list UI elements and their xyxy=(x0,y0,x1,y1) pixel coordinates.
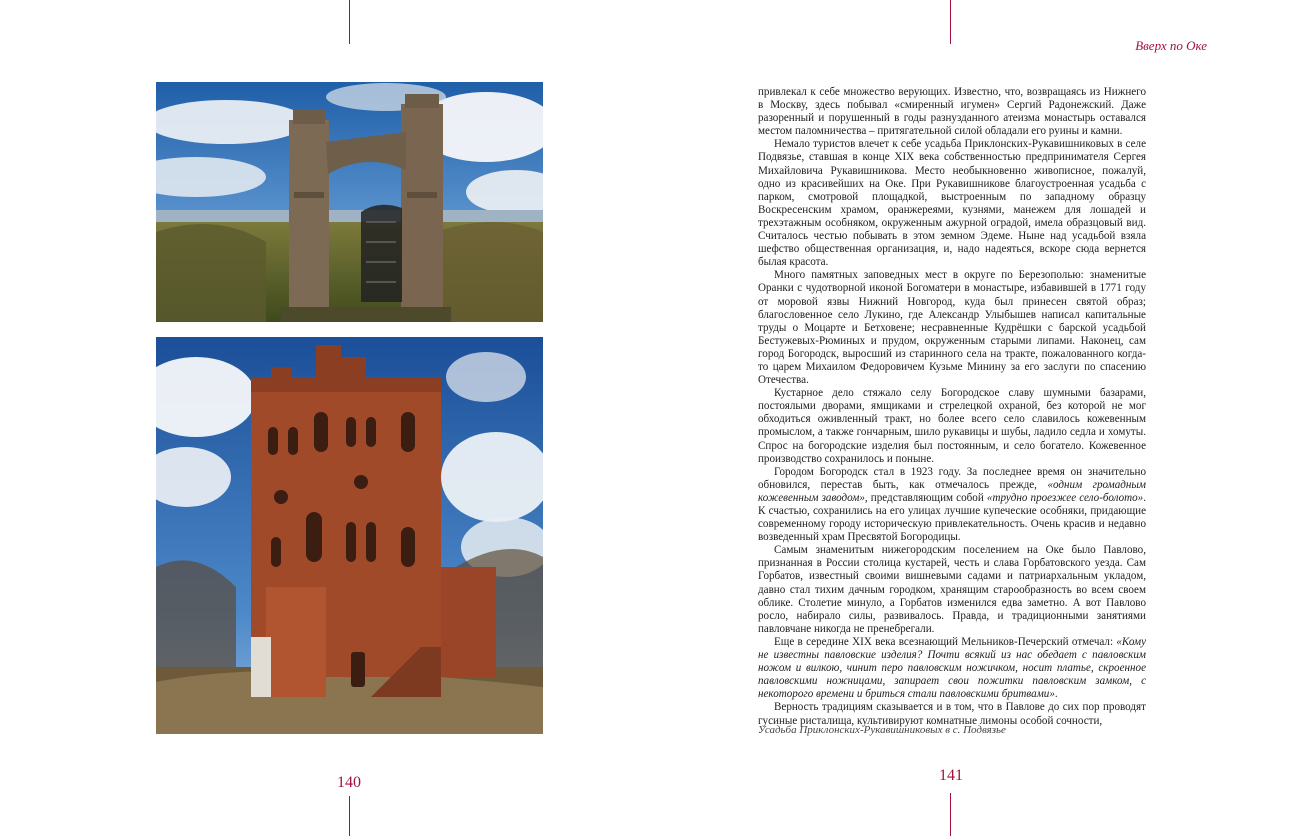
photo-caption: Усадьба Приклонских-Рукавишниковых в с. Подвязье xyxy=(758,724,1006,736)
top-right-crop-mark xyxy=(950,0,951,44)
paragraph-text: . xyxy=(1054,688,1058,701)
bottom-left-crop-mark xyxy=(349,796,350,836)
paragraph: Самым знаменитым нижегородским поселением на Оке было Павлово, признанная в России столица кустарей, честь и слава Горбатовского уезда. Сам Горбатов, известный своими вишневыми садами и патриархальным укладом, давно стал тихим дачным городком, хранящим старообразность во всем своем облике. Столетие минуло, а Горбатов изменился едва заметно. А вот Павлово росло, набирало силы, развивалось. Правда, и традиционными занятиями павловчане никогда не пренебрегали. xyxy=(758,544,1146,635)
top-left-crop-mark xyxy=(349,0,350,44)
paragraph-text: . К счастью, сохранились на его улицах лучшие купеческие особняки, придающие современному городу историческую привлекательность. Очень красив и недавно возведенный храм Пресвятой Богородицы. xyxy=(758,491,1147,544)
paragraph: Много памятных заповедных мест в округе по Березополью: знаменитые Оранки с чудотворной иконой Богоматери в монастыре, избавившей в 1771 году от моровой язвы Нижний Новгород, куда был принесен святой образ; благословенное село Лукино, где Александр Улыбышев написал капитальные труды о Моцарте и Бетховене; несравненные Кудрёшки с барской усадьбой Бестужевых-Рюминых и прудом, окруженным старыми липами. Наконец, сам город Богородск, выросший из старинного села на тракте, пожалованного когда-то царем Михаилом Федоровичем Кузьме Минину за его заслуги по спасению Отечества. xyxy=(758,269,1146,387)
paragraph xyxy=(758,636,1146,701)
gate-ruin-photo xyxy=(156,82,543,322)
paragraph: Верность традициям сказывается и в том, что в Павлове до сих пор проводят гусиные ристалища, культивируют комнатные лимоны особой сочности, xyxy=(758,701,1146,727)
paragraph: Немало туристов влечет к себе усадьба Приклонских-Рукавишниковых в селе Подвязье, ставшая в конце XIX века собственностью предпринимателя Сергея Михайловича Рукавишникова. Место необыкновенно живописное, пожалуй, одно из красивейших на Оке. При Рукавишникове благоустроенная усадьба с парком, смотровой площадкой, выстроенным по западному образцу Воскресенским храмом, оранжереями, кузнями, манежем для лошадей и трехэтажным особняком, окруженным ажурной оградой, имела образцовый вид. Считалось честью побывать в этом земном Эдеме. Ныне над усадьбой взяла шефство общественная организация, и, надо надеяться, вскоре сюда вернется былая красота. xyxy=(758,138,1146,269)
bottom-right-crop-mark xyxy=(950,793,951,836)
paragraph: привлекал к себе множество верующих. Известно, что, возвращаясь из Нижнего в Москву, здесь побывал «смиренный игумен» Сергий Радонежский. Даже разоренный и порушенный в годы разнузданного атеизма монастырь оставался местом паломничества – притягательной силой обладали его руины и камни. xyxy=(758,86,1146,138)
paragraph-quote: «Кому не известны павловские изделия? Почти всякий из нас обедает с павловским ножом и вилкою, чинит перо павловским ножичком, носит платье, скроенное павловскими ножницами, запирает свои пожитки павловским замком, с некоторого времени и бриться стали павловскими бритвами» xyxy=(758,635,1146,701)
paragraph-text: Городом Богородск стал в 1923 году. За последнее время он значительно обновился, перестав быть, как отмечалось прежде, xyxy=(758,465,1146,491)
paragraph-quote: «одним громадным кожевенным заводом» xyxy=(758,478,1146,504)
body-text-column xyxy=(758,86,1146,728)
paragraph-text: Еще в середине XIX века всезнающий Мельников-Печерский отмечал: xyxy=(774,635,1117,648)
brick-tower-ruin-photo xyxy=(156,337,543,734)
paragraph-quote: «трудно проезжее село-болото» xyxy=(986,491,1144,504)
paragraph: Кустарное дело стяжало селу Богородское славу шумными базарами, постоялыми дворами, ямщиками и стрелецкой охраной, без которой не мог обходиться оживленный тракт, но более всего село славилось кожевенным промыслом, а также гончарным, шило рукавицы и шубы, ладило седла и хомуты. Спрос на богородские изделия был постоянным, и село богатело. Кожевенное производство сохранилось и поныне. xyxy=(758,387,1146,465)
running-head: Вверх по Оке xyxy=(1135,38,1207,53)
paragraph xyxy=(758,466,1146,545)
paragraph-text: , представляющим собой xyxy=(864,491,987,504)
page-number-left: 140 xyxy=(337,774,361,791)
page-number-right: 141 xyxy=(939,767,963,784)
